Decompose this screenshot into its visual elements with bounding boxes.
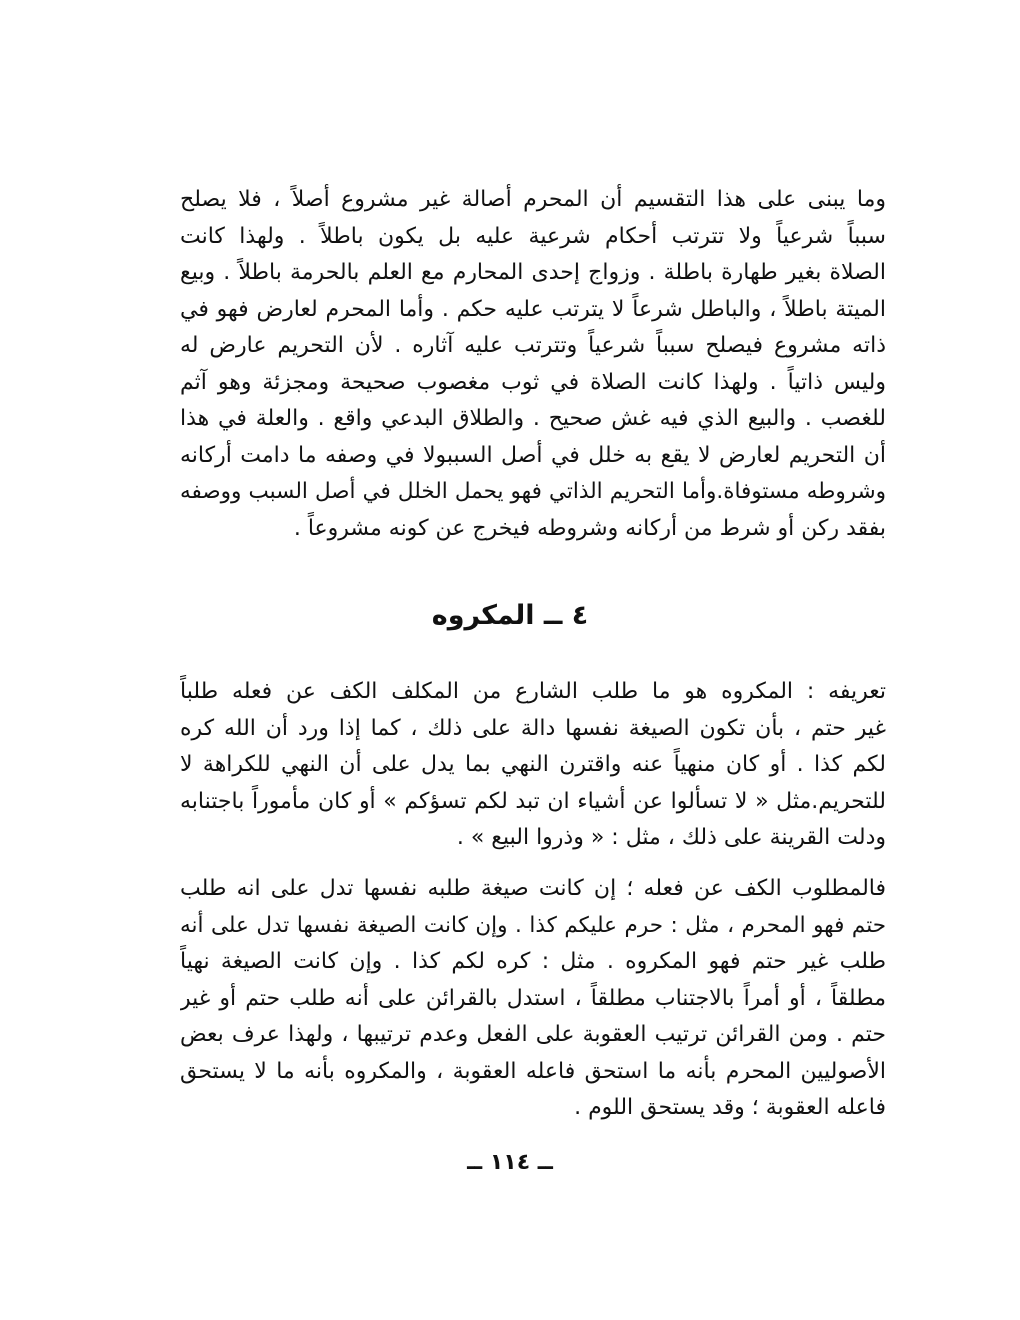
text-line: وليس ذاتياً . ولهذا كانت الصلاة في ثوب مغصوب صحيحة ومجزئة وهو آثم [180,369,886,395]
text-line: بفقد ركن أو شرط من أركانه وشروطه فيخرج عن كونه مشروعاً . [293,515,886,541]
text-line: وما يبنى على هذا التقسيم أن المحرم أصالة غير مشروع أصلاً ، فلا يصلح [180,187,886,212]
text-line: للتحريم.مثل « لا تسألوا عن أشياء ان تبد لكم تسؤكم » أو كان مأموراً باجتنابه [180,788,886,814]
section-heading: ٤ ــ المكروه [431,600,589,631]
text-line: الصلاة بغير طهارة باطلة . وزواج إحدى المحارم مع العلم بالحرمة باطلاً . وبيع [180,260,886,285]
text-line: لكم كذا . أو كان منهياً عنه واقترن النهي بما يدل على أن النهي للكراهة لا [180,752,886,777]
text-line: حتم . ومن القرائن ترتيب العقوبة على الفعل وعدم ترتيبها ، ولهذا عرف بعض [180,1022,886,1047]
text-line: ودلت القرينة على ذلك ، مثل : « وذروا البيع » . [456,825,886,850]
page-number: ــ ١١٤ ــ [467,1150,553,1175]
text-line: الأصوليين المحرم بأنه ما استحق فاعله العقوبة ، والمكروه بأنه ما لا يستحق [180,1058,886,1084]
paragraph-prohibited-consequences [180,182,886,547]
text-line: طلب غير حتم فهو المكروه . مثل : كره لكم كذا . وإن كانت الصيغة نهياً [180,949,886,974]
text-line: للغصب . والبيع الذي فيه غش صحيح . والطلاق البدعي واقع . والعلة في هذا [180,406,886,431]
text-line: تعريفه : المكروه هو ما طلب الشارع من المكلف الكف عن فعله طلباً [180,679,886,704]
paragraph-definition [180,674,886,857]
text-line: الميتة باطلاً ، والباطل شرعاً لا يترتب عليه حكم . وأما المحرم لعارض فهو في [180,296,886,322]
text-line: فاعله العقوبة ؛ وقد يستحق اللوم . [574,1095,886,1120]
text-line: فالمطلوب الكف عن فعله ؛ إن كانت صيغة طلبه نفسها تدل على انه طلب [180,876,886,901]
text-line: ذاته مشروع فيصلح سبباً شرعياً وتترتب عليه آثاره . لأن التحريم عارض له [180,333,886,358]
text-line: سبباً شرعياً ولا تترتب أحكام شرعية عليه بل يكون باطلاً . ولهذا كانت [180,223,886,249]
text-line: غير حتم ، بأن تكون الصيغة نفسها دالة على ذلك ، كما إذا ورد أن الله كره [180,715,886,741]
paragraph-distinction [180,871,886,1127]
text-line: مطلقاً ، أو أمراً بالاجتناب مطلقاً ، استدل بالقرائن على أنه طلب حتم أو غير [180,985,886,1011]
text-line: وشروطه مستوفاة.وأما التحريم الذاتي فهو يحمل الخلل في أصل السبب ووصفه [180,479,886,504]
text-line: أن التحريم لعارض لا يقع به خلل في أصل السببولا في وصفه ما دامت أركانه [180,442,886,468]
text-line: حتم فهو المحرم ، مثل : حرم عليكم كذا . وإن كانت الصيغة نفسها تدل على أنه [180,912,886,938]
